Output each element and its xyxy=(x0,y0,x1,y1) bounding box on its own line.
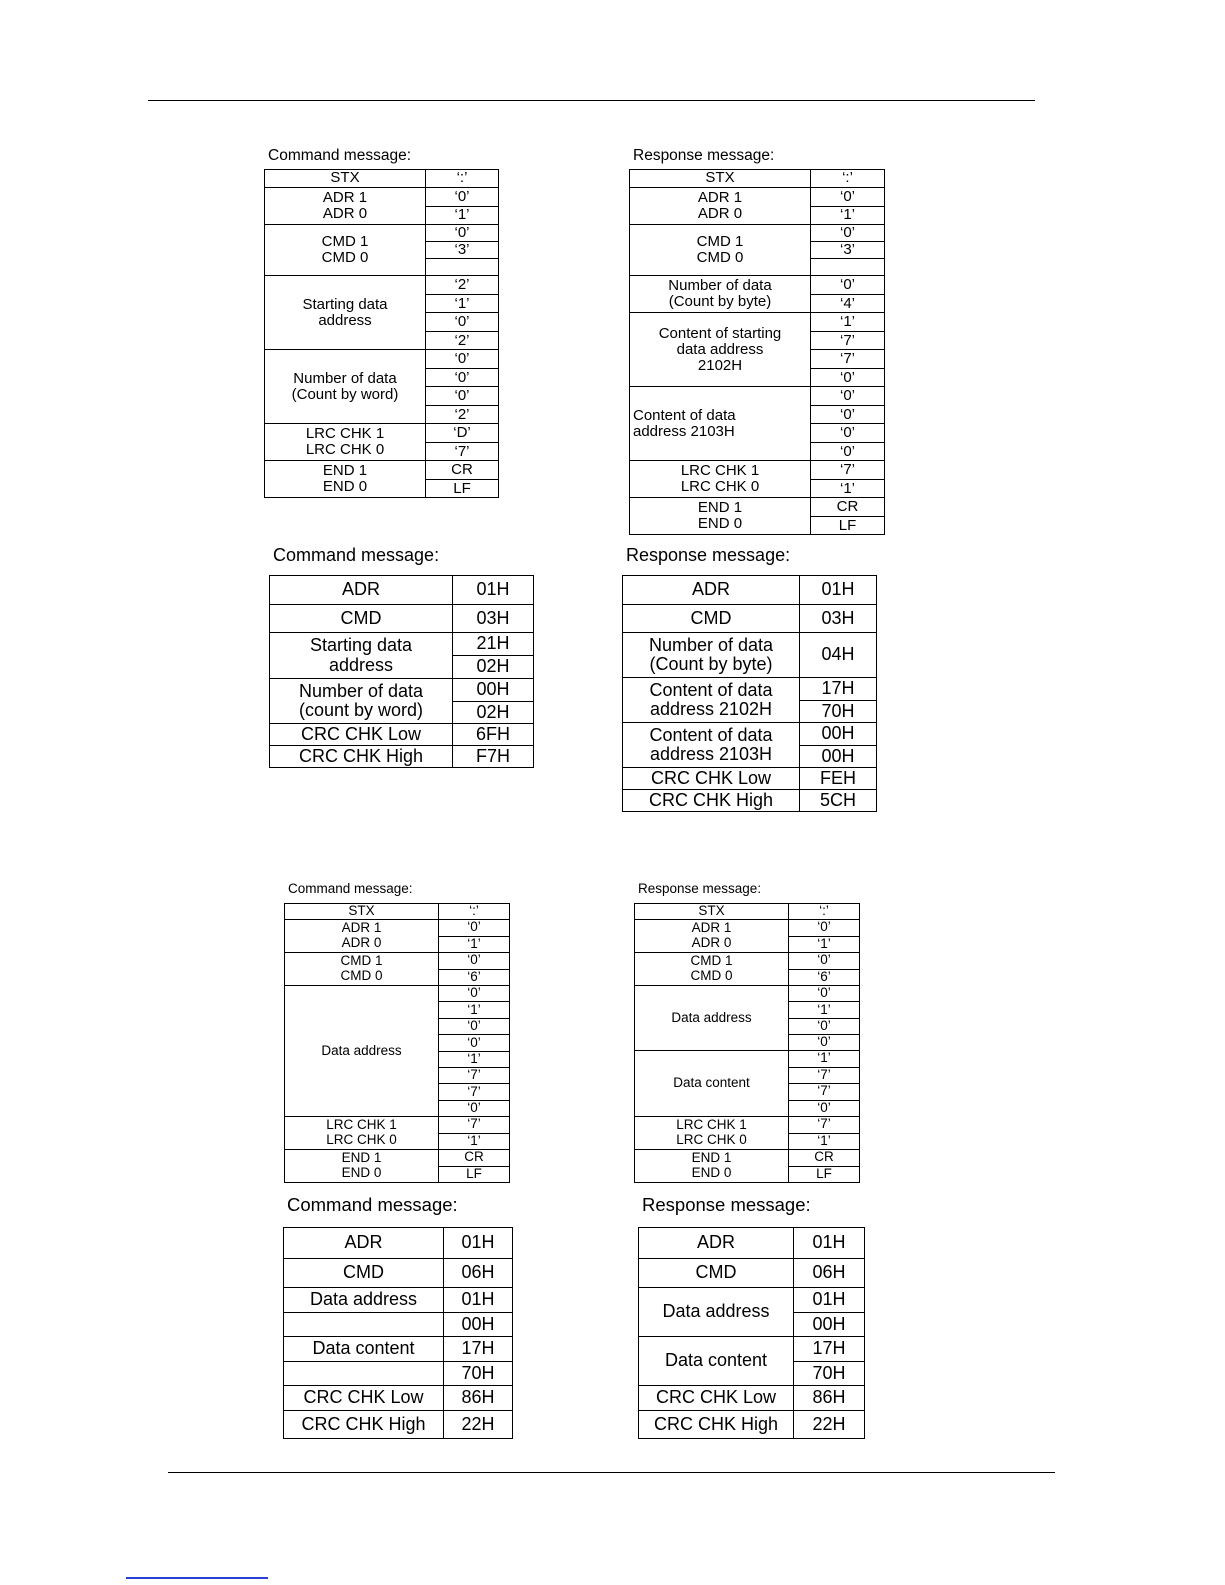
field-value: ‘0’ xyxy=(426,387,499,406)
field-value: ‘1’ xyxy=(426,206,499,225)
field-value: LF xyxy=(811,516,885,535)
section1-response-table xyxy=(629,169,885,535)
field-value: CR xyxy=(789,1150,860,1167)
field-value: 5CH xyxy=(800,790,877,812)
table-row xyxy=(630,461,885,480)
section4-response-table xyxy=(638,1227,865,1439)
field-value: ‘D’ xyxy=(426,424,499,443)
table-row xyxy=(265,225,499,242)
section1-command-caption: Command message: xyxy=(268,147,412,164)
field-label-end-1-end-0: END 1 END 0 xyxy=(265,461,426,498)
field-label-adr-1-adr-0: ADR 1 ADR 0 xyxy=(630,188,811,225)
table-row xyxy=(623,576,877,605)
field-value: ‘0’ xyxy=(426,188,499,207)
field-value: ‘0’ xyxy=(789,1018,860,1034)
table-row xyxy=(630,225,885,242)
field-value: CR xyxy=(439,1150,510,1167)
table-row xyxy=(284,1259,513,1288)
field-value: ‘0’ xyxy=(426,225,499,242)
table-row xyxy=(285,920,510,937)
field-value: ‘0’ xyxy=(426,313,499,332)
field-label-lrc-chk-1-lrc-chk-0: LRC CHK 1 LRC CHK 0 xyxy=(630,461,811,498)
field-value: ‘1’ xyxy=(811,479,885,498)
field-value: 06H xyxy=(444,1259,513,1288)
table-row xyxy=(639,1259,865,1288)
table-row xyxy=(635,1051,860,1068)
field-value: 70H xyxy=(444,1362,513,1386)
field-value: 22H xyxy=(794,1411,865,1439)
field-label-content-of-data-address-2103h: Content of data address 2103H xyxy=(630,387,811,461)
field-value: ‘4’ xyxy=(811,294,885,313)
field-label-cmd-1-cmd-0: CMD 1 CMD 0 xyxy=(630,225,811,276)
field-value xyxy=(811,259,885,276)
field-value: ‘0’ xyxy=(439,1035,510,1051)
table-row xyxy=(623,605,877,633)
section3-response-table xyxy=(634,903,860,1183)
table-row xyxy=(639,1411,865,1439)
table-row xyxy=(265,424,499,443)
field-value: ‘2’ xyxy=(426,405,499,424)
table-row xyxy=(635,953,860,970)
field-value: 86H xyxy=(794,1386,865,1411)
footer-link-underline xyxy=(126,1577,268,1579)
field-value: ‘2’ xyxy=(426,276,499,295)
field-label-content-of-starting-data-address-2102h: Content of starting data address 2102H xyxy=(630,313,811,387)
field-value: 70H xyxy=(794,1361,865,1386)
field-label-data-content: Data content xyxy=(639,1337,794,1386)
field-value: 00H xyxy=(800,745,877,768)
field-label-number-of-data-count-by-byte: Number of data (Count by byte) xyxy=(630,276,811,313)
field-label-data-content: Data content xyxy=(635,1051,789,1117)
field-value: LF xyxy=(439,1166,510,1183)
field-value: 06H xyxy=(794,1259,865,1288)
field-label-cmd-1-cmd-0: CMD 1 CMD 0 xyxy=(265,225,426,276)
field-value: 03H xyxy=(453,605,534,633)
field-value: ‘0’ xyxy=(811,424,885,443)
table-row xyxy=(284,1337,513,1362)
field-value: ‘3’ xyxy=(811,242,885,259)
field-label-stx: STX xyxy=(285,904,439,920)
field-value: 01H xyxy=(794,1288,865,1313)
section2-response-table xyxy=(622,575,877,812)
field-value: LF xyxy=(426,479,499,498)
field-value: 00H xyxy=(800,723,877,746)
section3-command-table xyxy=(284,903,510,1183)
field-value: ‘:’ xyxy=(789,904,860,920)
field-value: ‘0’ xyxy=(789,1100,860,1117)
field-value: ‘0’ xyxy=(811,225,885,242)
field-value: ‘0’ xyxy=(811,442,885,461)
field-label-cmd: CMD xyxy=(270,605,453,633)
field-label-end-1-end-0: END 1 END 0 xyxy=(635,1150,789,1183)
field-value: 01H xyxy=(800,576,877,605)
field-label-content-of-data-address-2102h: Content of data address 2102H xyxy=(623,678,800,723)
field-value: 02H xyxy=(453,701,534,724)
field-label-stx: STX xyxy=(265,170,426,188)
field-value: FEH xyxy=(800,768,877,790)
field-label-crc-chk-high: CRC CHK High xyxy=(270,746,453,768)
field-value: 01H xyxy=(453,576,534,605)
field-value: ‘7’ xyxy=(789,1084,860,1101)
field-value: LF xyxy=(789,1166,860,1183)
field-value: ‘1’ xyxy=(426,294,499,313)
field-label-crc-chk-low: CRC CHK Low xyxy=(639,1386,794,1411)
table-row xyxy=(285,1117,510,1134)
table-row xyxy=(265,170,499,188)
field-value: ‘0’ xyxy=(811,276,885,295)
field-value: ‘0’ xyxy=(439,1018,510,1034)
field-value: ‘0’ xyxy=(426,350,499,369)
field-value: ‘1’ xyxy=(439,1133,510,1150)
field-value: ‘0’ xyxy=(789,1034,860,1050)
table-row xyxy=(635,1150,860,1167)
field-label-data-content: Data content xyxy=(284,1337,444,1362)
table-row xyxy=(285,986,510,1002)
field-value: ‘3’ xyxy=(426,242,499,259)
field-value: 00H xyxy=(453,679,534,702)
table-row xyxy=(270,605,534,633)
table-row xyxy=(630,188,885,207)
field-value: ‘6’ xyxy=(789,969,860,986)
field-label-crc-chk-low: CRC CHK Low xyxy=(623,768,800,790)
table-row xyxy=(630,387,885,406)
section2-response-caption: Response message: xyxy=(626,545,791,565)
field-value: ‘1’ xyxy=(789,936,860,953)
field-label-blank xyxy=(284,1313,444,1337)
section4-command-caption: Command message: xyxy=(287,1194,458,1215)
table-row xyxy=(284,1288,513,1313)
field-label-number-of-data-count-by-word: Number of data (Count by word) xyxy=(265,350,426,424)
table-row xyxy=(284,1411,513,1439)
field-label-data-address: Data address xyxy=(639,1288,794,1337)
field-value: ‘7’ xyxy=(811,331,885,350)
field-value: 17H xyxy=(444,1337,513,1362)
field-value: 00H xyxy=(794,1312,865,1337)
footer-rule xyxy=(168,1472,1055,1473)
section2-command-table xyxy=(269,575,534,768)
field-value: ‘0’ xyxy=(811,368,885,387)
table-row xyxy=(623,678,877,701)
field-value: 01H xyxy=(444,1288,513,1313)
field-value: 04H xyxy=(800,633,877,678)
field-value: ‘7’ xyxy=(789,1117,860,1134)
field-value: ‘7’ xyxy=(439,1117,510,1134)
field-value: 02H xyxy=(453,656,534,679)
field-value: ‘1’ xyxy=(439,1002,510,1018)
field-label-content-of-data-address-2103h: Content of data address 2103H xyxy=(623,723,800,768)
table-row xyxy=(265,276,499,295)
table-row xyxy=(270,724,534,746)
field-label-lrc-chk-1-lrc-chk-0: LRC CHK 1 LRC CHK 0 xyxy=(265,424,426,461)
field-value: ‘6’ xyxy=(439,969,510,986)
table-row xyxy=(635,986,860,1002)
field-value: ‘0’ xyxy=(789,986,860,1002)
field-label-number-of-data-count-by-byte: Number of data (Count by byte) xyxy=(623,633,800,678)
table-row xyxy=(270,576,534,605)
section2-command-caption: Command message: xyxy=(273,545,440,565)
field-value: ‘2’ xyxy=(426,331,499,350)
field-label-crc-chk-high: CRC CHK High xyxy=(284,1411,444,1439)
field-value: 17H xyxy=(800,678,877,701)
header-rule xyxy=(148,100,1035,101)
field-value: ‘0’ xyxy=(426,368,499,387)
table-row xyxy=(285,953,510,970)
field-label-cmd-1-cmd-0: CMD 1 CMD 0 xyxy=(285,953,439,986)
field-value: CR xyxy=(426,461,499,480)
field-value: ‘0’ xyxy=(811,387,885,406)
field-value: 01H xyxy=(794,1228,865,1259)
field-label-adr: ADR xyxy=(623,576,800,605)
field-label-data-address: Data address xyxy=(635,986,789,1051)
field-value: ‘:’ xyxy=(426,170,499,188)
field-label-adr: ADR xyxy=(284,1228,444,1259)
table-row xyxy=(630,313,885,332)
field-value: ‘:’ xyxy=(439,904,510,920)
field-label-crc-chk-high: CRC CHK High xyxy=(639,1411,794,1439)
field-value: 22H xyxy=(444,1411,513,1439)
field-label-cmd: CMD xyxy=(284,1259,444,1288)
field-value: 01H xyxy=(444,1228,513,1259)
section4-response-caption: Response message: xyxy=(642,1194,811,1215)
section3-command-caption: Command message: xyxy=(288,881,413,896)
field-label-adr: ADR xyxy=(639,1228,794,1259)
table-row xyxy=(265,188,499,207)
field-value: ‘0’ xyxy=(439,1100,510,1116)
field-label-crc-chk-low: CRC CHK Low xyxy=(270,724,453,746)
field-label-starting-data-address: Starting data address xyxy=(265,276,426,350)
field-label-cmd-1-cmd-0: CMD 1 CMD 0 xyxy=(635,953,789,986)
field-value: ‘0’ xyxy=(811,188,885,207)
field-value: ‘1’ xyxy=(811,313,885,332)
table-row xyxy=(623,790,877,812)
field-label-cmd: CMD xyxy=(623,605,800,633)
table-row xyxy=(265,461,499,480)
field-value: 17H xyxy=(794,1337,865,1362)
table-row xyxy=(284,1313,513,1337)
field-label-lrc-chk-1-lrc-chk-0: LRC CHK 1 LRC CHK 0 xyxy=(635,1117,789,1150)
table-row xyxy=(630,170,885,188)
field-value: ‘7’ xyxy=(811,350,885,369)
field-value: ‘:’ xyxy=(811,170,885,188)
table-row xyxy=(284,1386,513,1411)
field-label-crc-chk-low: CRC CHK Low xyxy=(284,1386,444,1411)
table-row xyxy=(270,679,534,702)
field-label-number-of-data-count-by-word: Number of data (count by word) xyxy=(270,679,453,724)
field-value: ‘7’ xyxy=(426,442,499,461)
field-value: ‘7’ xyxy=(789,1067,860,1084)
field-value: ‘7’ xyxy=(811,461,885,480)
field-label-data-address: Data address xyxy=(284,1288,444,1313)
field-label-data-address: Data address xyxy=(285,986,439,1117)
field-value: 21H xyxy=(453,633,534,656)
section1-response-caption: Response message: xyxy=(633,147,775,164)
field-label-lrc-chk-1-lrc-chk-0: LRC CHK 1 LRC CHK 0 xyxy=(285,1117,439,1150)
section1-command-table xyxy=(264,169,499,498)
table-row xyxy=(285,904,510,920)
field-label-starting-data-address: Starting data address xyxy=(270,633,453,679)
table-row xyxy=(270,746,534,768)
field-value xyxy=(426,259,499,276)
table-row xyxy=(639,1386,865,1411)
field-value: 86H xyxy=(444,1386,513,1411)
field-value: ‘1’ xyxy=(789,1051,860,1068)
field-label-cmd: CMD xyxy=(639,1259,794,1288)
table-row xyxy=(635,904,860,920)
field-label-adr-1-adr-0: ADR 1 ADR 0 xyxy=(635,920,789,953)
field-value: ‘0’ xyxy=(811,405,885,424)
table-row xyxy=(635,920,860,937)
table-row xyxy=(623,633,877,678)
field-value: 00H xyxy=(444,1313,513,1337)
field-value: F7H xyxy=(453,746,534,768)
field-value: ‘1’ xyxy=(811,206,885,225)
field-value: ‘1’ xyxy=(789,1002,860,1018)
section3-response-caption: Response message: xyxy=(638,881,762,896)
field-value: ‘1’ xyxy=(439,1051,510,1067)
field-value: ‘1’ xyxy=(439,936,510,953)
table-row xyxy=(635,1117,860,1134)
table-row xyxy=(284,1228,513,1259)
table-row xyxy=(284,1362,513,1386)
table-row xyxy=(639,1228,865,1259)
field-value: 6FH xyxy=(453,724,534,746)
table-row xyxy=(623,723,877,746)
field-value: 70H xyxy=(800,700,877,723)
field-label-adr: ADR xyxy=(270,576,453,605)
field-label-adr-1-adr-0: ADR 1 ADR 0 xyxy=(265,188,426,225)
field-label-stx: STX xyxy=(635,904,789,920)
table-row xyxy=(270,633,534,656)
field-label-blank xyxy=(284,1362,444,1386)
field-label-end-1-end-0: END 1 END 0 xyxy=(285,1150,439,1183)
table-row xyxy=(639,1337,865,1362)
field-value: ‘0’ xyxy=(439,920,510,937)
table-row xyxy=(623,768,877,790)
field-value: ‘0’ xyxy=(439,953,510,970)
field-value: ‘7’ xyxy=(439,1067,510,1083)
table-row xyxy=(285,1150,510,1167)
field-label-adr-1-adr-0: ADR 1 ADR 0 xyxy=(285,920,439,953)
field-value: ‘0’ xyxy=(789,920,860,937)
field-value: ‘7’ xyxy=(439,1084,510,1100)
field-label-end-1-end-0: END 1 END 0 xyxy=(630,498,811,535)
section4-command-table xyxy=(283,1227,513,1439)
field-value: ‘0’ xyxy=(439,986,510,1002)
table-row xyxy=(630,276,885,295)
field-value: CR xyxy=(811,498,885,517)
table-row xyxy=(630,498,885,517)
table-row xyxy=(639,1288,865,1313)
field-value: 03H xyxy=(800,605,877,633)
field-value: ‘1’ xyxy=(789,1133,860,1150)
field-label-stx: STX xyxy=(630,170,811,188)
table-row xyxy=(265,350,499,369)
field-value: ‘0’ xyxy=(789,953,860,970)
field-label-crc-chk-high: CRC CHK High xyxy=(623,790,800,812)
